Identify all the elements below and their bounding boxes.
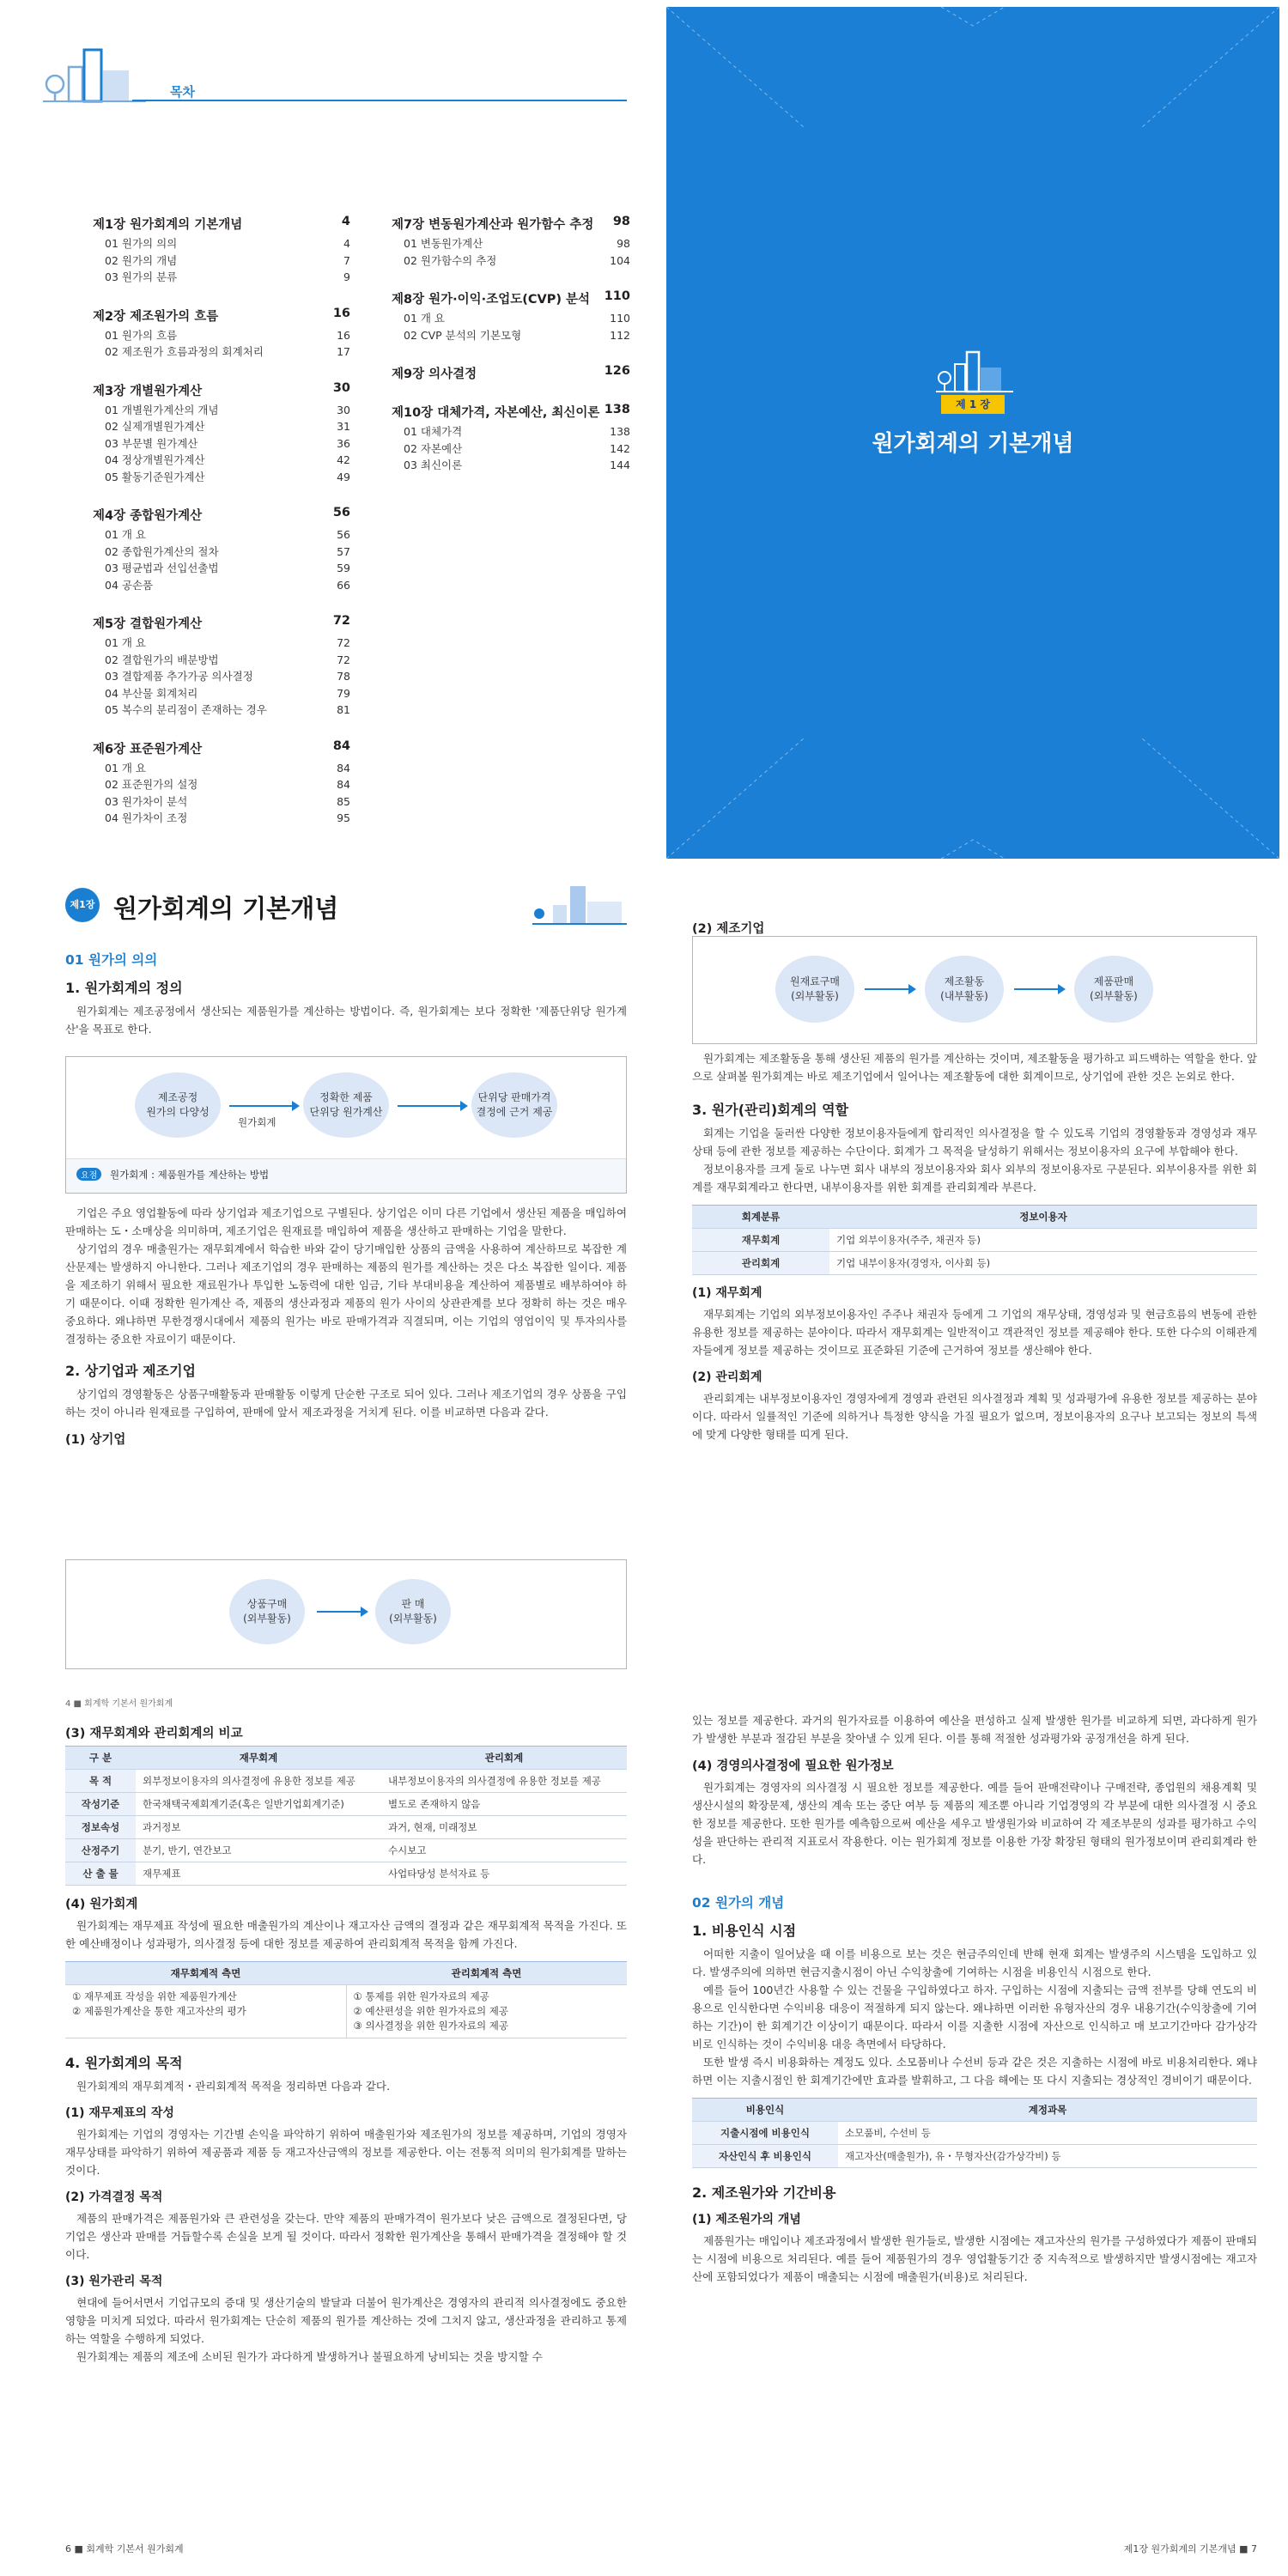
paragraph: 원가회계는 경영자의 의사결정 시 필요한 정보를 제공한다. 예를 들어 판매전략이나 구매전략, 종업원의 채용계획 및 생산시설의 확장문제, 생산의 계속 또는 중단 여부 등 제품의 제조뿐 아니라 기업경영의 각 부분에 대한 의사결정 시 중요한 정보를 제공한다. 또한 원가를 예측함으로써 예산을 세우고 발생원가와 비교하여 각 제조부문의 성과를 평가하고 수익성을 판단하는 관리적 지표로서 작용한다. 이는 원가회계 정보를 이용한 가장 확장된 형태의 원가정보이며 관리회계라 한다. [692, 1781, 1257, 1866]
toc-page-number: 30 [337, 403, 350, 416]
heading-managerial: (2) 관리회계 [692, 1370, 762, 1384]
toc-item-title: 02 실제개별원가계산 [105, 420, 205, 433]
table-header: 관리회계 [381, 1747, 627, 1770]
toc-page-number: 4 [341, 215, 350, 228]
toc-item[interactable] [93, 469, 350, 486]
toc-page-number: 7 [343, 253, 350, 267]
toc-page-number: 42 [337, 453, 350, 466]
table-cell: 산정주기 [65, 1839, 136, 1862]
paragraph: 재무회계는 기업의 외부정보이용자인 주주나 채권자 등에게 그 기업의 재무상태, 경영성과 및 현금흐름의 변동에 관한 유용한 정보를 제공하는 분야이다. 따라서 재무회계는 일반적이고 객관적인 정보를 제공해야 한다. 또한 다수의 이해관계자들에게 정보를 제공하는 것이므로 표준화된 기준에 근거하여 정보를 생산해야 한다. [692, 1308, 1257, 1357]
toc-chapter-title: 제8장 원가·이익·조업도(CVP) 분석 [392, 293, 591, 307]
page-5 [687, 867, 1257, 1692]
comparison-table [65, 1746, 627, 1886]
diagram-arrow [398, 1105, 466, 1107]
toc-chapter-title: 제3장 개별원가계산 [93, 384, 203, 398]
table-row [65, 1816, 627, 1839]
table-cell: 소모품비, 수선비 등 [838, 2122, 1257, 2145]
table-cell: 목 적 [65, 1770, 136, 1793]
toc-item-title: 01 변동원가계산 [404, 237, 483, 250]
toc-page-number: 31 [337, 420, 350, 433]
paragraph: 기업은 주요 영업활동에 따라 상기업과 제조기업으로 구별된다. 상기업은 이미 다른 기업에서 생산된 제품을 매입하여 판매하는 도・소매상을 의미하며, 제조기업은 원재료를 매입하여 제품을 생산하고 판매하는 기업을 말한다. [65, 1206, 627, 1237]
toc-chapter[interactable] [392, 215, 630, 233]
toc-item-title: 01 개 요 [105, 636, 147, 649]
toc-chapter-title: 제10장 대체가격, 자본예산, 최신이론 [392, 406, 600, 420]
running-header: 4 ■ 회계학 기본서 원가회계 [65, 1699, 173, 1709]
diagram-node [135, 1072, 221, 1138]
toc-chapter[interactable] [93, 307, 350, 325]
table-header: 비용인식 [692, 2099, 838, 2122]
toc-item[interactable] [93, 776, 350, 793]
diagram-node [375, 1579, 451, 1644]
table-cell [346, 1985, 627, 2038]
toc-page-number: 72 [332, 614, 350, 628]
paragraph: 원가회계는 제조활동을 통해 생산된 제품의 원가를 계산하는 것이며, 제조활동을 평가하고 피드백하는 역할을 한다. 앞으로 살펴볼 원가회계는 바로 제조기업에서 일어나는 제조활동에 대한 회계이므로, 상기업에 관한 것은 논외로 한다. [692, 1052, 1257, 1083]
heading-decision-info: (4) 경영의사결정에 필요한 원가정보 [692, 1759, 894, 1773]
paragraph: 정보이용자를 크게 둘로 나누면 회사 내부의 정보이용자와 회사 외부의 정보이용자로 구분된다. 외부이용자를 위한 회계를 재무회계라고 한다면, 내부이용자를 위한 회계를 관리회계라 부른다. [692, 1163, 1257, 1194]
toc-page-number: 85 [337, 794, 350, 808]
toc-page-number: 56 [337, 528, 350, 541]
toc-left-column [93, 215, 350, 827]
diagram-note [66, 1158, 626, 1193]
toc-item[interactable] [93, 635, 350, 652]
toc-page-number: 142 [610, 441, 630, 455]
paragraph: 상기업의 경영활동은 상품구매활동과 판매활동 이렇게 단순한 구조로 되어 있다. 그러나 제조기업의 경우 상품을 구입하는 것이 아니라 원재료를 구입하여, 판매에 앞서 제조과정을 거치게 된다. 이를 비교하면 다음과 같다. [65, 1388, 627, 1419]
diagram-node [303, 1072, 389, 1138]
page-4 [57, 867, 627, 1692]
toc-item-title: 03 원가의 분류 [105, 270, 178, 283]
toc-item-title: 02 제조원가 흐름과정의 회계처리 [105, 345, 264, 358]
table-header: 회계분류 [692, 1206, 829, 1229]
toc-right-column [392, 215, 630, 474]
table-cell: 정보속성 [65, 1816, 136, 1839]
toc-page-number: 112 [610, 328, 630, 342]
table-cell: 자산인식 후 비용인식 [692, 2145, 838, 2168]
toc-page-number: 57 [337, 544, 350, 558]
table-cell: 재무제표 [136, 1862, 381, 1886]
table-cell: 지출시점에 비용인식 [692, 2122, 838, 2145]
paragraph: 제품원가는 매입이나 제조과정에서 발생한 원가들로, 발생한 시점에는 재고자산의 원가를 구성하였다가 제품이 판매되는 시점에 비용으로 처리된다. 예를 들어 제품원가의 경우 영업활동기간 중 지속적으로 발생하지만 발생시점에는 재고자산에 포함되었다가 제품이 매출되는 시점에 매출원가(비용)로 처리된다. [692, 2234, 1257, 2283]
toc-page-number: 16 [332, 306, 350, 320]
toc-chapter-title: 제7장 변동원가계산과 원가함수 추정 [392, 218, 594, 232]
toc-page-number: 144 [610, 459, 630, 471]
toc-item[interactable] [93, 760, 350, 777]
table-header: 계정과목 [838, 2099, 1257, 2122]
toc-chapter[interactable] [392, 403, 630, 421]
heading-cost-accounting: (4) 원가회계 [65, 1898, 138, 1911]
diagram-node-label: 원재료구매 (외부활동) [790, 975, 840, 1002]
table-row [692, 2122, 1257, 2145]
table-cell: 한국채택국제회계기준(혹은 일반기업회계기준) [136, 1793, 381, 1816]
toc-page-number: 95 [337, 811, 350, 824]
paragraph: 어떠한 지출이 일어났을 때 이를 비용으로 보는 것은 현금주의인데 반해 현재 회계는 발생주의 시스템을 도입하고 있다. 발생주의에 의하면 현금지출시점이 아닌 수익창출에 기여하는 시점을 비용인식 시점으로 한다. [692, 1947, 1257, 1978]
toc-page-number: 4 [343, 237, 350, 250]
toc-item[interactable] [93, 343, 350, 361]
table-header: 재무회계적 측면 [65, 1962, 346, 1985]
toc-item[interactable] [93, 652, 350, 669]
toc-item-title: 05 활동기준원가계산 [105, 470, 205, 483]
heading-financial: (1) 재무회계 [692, 1286, 762, 1300]
toc-page-number: 81 [337, 703, 350, 716]
table-cell: 기업 내부이용자(경영자, 이사회 등) [829, 1252, 1257, 1275]
toc-item-title: 02 원가함수의 추정 [404, 253, 497, 267]
toc-item[interactable] [392, 457, 630, 474]
paragraph: 원가회계는 제품의 제조에 소비된 원가가 과다하게 발생하거나 불필요하게 낭비되는 것을 방지할 수 [76, 2350, 543, 2363]
heading-merchandiser-sub: (1) 상기업 [65, 1433, 126, 1447]
toc-chapter-title: 제1장 원가회계의 기본개념 [93, 218, 243, 232]
toc-page-number: 138 [610, 425, 630, 438]
diagram-node-label: 정확한 제품 단위당 원가계산 [309, 1091, 383, 1118]
toc-chapter[interactable] [392, 289, 630, 307]
aspect-item: ① 통제를 위한 원가자료의 제공 [353, 1990, 489, 2002]
toc-item-title: 01 개 요 [404, 312, 446, 325]
heading-statements: (1) 재무제표의 작성 [65, 2106, 174, 2120]
table-cell: 분기, 반기, 연간보고 [136, 1839, 381, 1862]
table-cell: 수시보고 [381, 1839, 627, 1862]
paragraph: 원가회계는 제조공정에서 생산되는 제품원가를 계산하는 방법이다. 즉, 원가회계는 보다 정확한 '제품단위당 원가계산'을 목표로 한다. [65, 1005, 627, 1036]
paragraph: 현대에 들어서면서 기업규모의 증대 및 생산기술의 발달과 더불어 원가계산은 경영자의 관리적 의사결정에도 중요한 영향을 미치게 되었다. 따라서 원가회계는 단순히 제품의 원가를 계산하는 것에 그치지 않고, 생산과정을 관리하고 통제하는 역할을 수행하게 되었다. [65, 2296, 627, 2345]
diagram-arrow [317, 1611, 367, 1613]
toc-item[interactable] [392, 252, 630, 270]
toc-chapter-title: 제9장 의사결정 [392, 368, 477, 381]
section-02-title: 02 원가의 개념 [692, 1895, 785, 1911]
merchandiser-diagram [65, 1559, 627, 1669]
cover-building-icon [936, 349, 1013, 393]
paragraph: 예를 들어 100년간 사용할 수 있는 건물을 구입하였다고 하자. 구입하는 시점에 지출되는 금액 전부를 당해 연도의 비용으로 인식한다면 수익비용 대응이 적절하게 되지 않는다. 왜냐하면 이러한 유형자산의 경우 내용기간(수익창출에 기여하는 기간)이 한 회계기간 이상이기 때문이다. 따라서 이를 지출한 시점에 자산으로 인식하고 매 보고기간마다 감가상각비로 인식하는 것이 수익비용 대응 측면에서 타당하다. [692, 1984, 1257, 2050]
page-6 [57, 1696, 627, 2567]
diagram-node [925, 956, 1004, 1023]
diagram-node-label: 제품판매 (외부활동) [1090, 975, 1138, 1002]
toc-chapter[interactable] [93, 614, 350, 632]
table-header: 정보이용자 [829, 1206, 1257, 1229]
cover-title: 원가회계의 기본개념 [872, 431, 1074, 457]
toc-item[interactable] [93, 269, 350, 286]
toc-item-title: 02 CVP 분석의 기본모형 [404, 328, 522, 342]
heading-role: 3. 원가(관리)회계의 역할 [692, 1102, 849, 1118]
heading-definition: 1. 원가회계의 정의 [65, 980, 183, 996]
toc-item[interactable] [93, 252, 350, 270]
toc-page-number: 84 [332, 738, 350, 753]
toc-chapter[interactable] [93, 739, 350, 757]
aspect-item: ② 예산편성을 위한 원가자료의 제공 [353, 2005, 508, 2017]
toc-page-number: 110 [610, 312, 630, 325]
toc-page-number: 56 [332, 506, 350, 519]
accounting-users-table [692, 1205, 1257, 1275]
toc-item[interactable] [392, 423, 630, 440]
toc-item-title: 03 원가차이 분석 [105, 794, 188, 808]
cost-accounting-diagram [65, 1056, 627, 1194]
diagram-node [471, 1072, 557, 1138]
table-row [65, 1770, 627, 1793]
toc-item-title: 05 복수의 분리점이 존재하는 경우 [105, 703, 267, 716]
toc-chapter-title: 제2장 제조원가의 흐름 [93, 309, 219, 324]
heading-manufacturer: (2) 제조기업 [692, 922, 765, 936]
paragraph: 원가회계는 재무제표 작성에 필요한 매출원가의 계산이나 재고자산 금액의 결정과 같은 재무회계적 목적을 가진다. 또한 예산배정이나 성과평가, 의사결정 등에 대한 정보를 제공하여 관리회계적 목적을 함께 가진다. [65, 1919, 627, 1950]
heading-comparison: (3) 재무회계와 관리회계의 비교 [65, 1727, 243, 1741]
table-row [692, 1229, 1257, 1252]
aspects-table [65, 1961, 627, 2038]
heading-purpose: 4. 원가회계의 목적 [65, 2055, 183, 2071]
table-cell: 과거, 현재, 미래정보 [381, 1816, 627, 1839]
table-row [65, 1985, 627, 2038]
toc-item[interactable] [93, 435, 350, 453]
toc-page-number: 9 [343, 270, 350, 283]
table-header: 관리회계적 측면 [346, 1962, 627, 1985]
toc-page-number: 16 [337, 328, 350, 342]
toc-item-title: 04 원가차이 조정 [105, 811, 188, 824]
toc-rule [132, 100, 627, 101]
toc-page-number: 36 [337, 436, 350, 450]
diagram-node-label: 상품구매 (외부활동) [243, 1598, 291, 1625]
diagram-node-label: 제조공정 원가의 다양성 [146, 1091, 210, 1118]
chapter-header [65, 878, 627, 926]
toc-item[interactable] [93, 235, 350, 252]
paragraph: 상기업의 경우 매출원가는 재무회계에서 학습한 바와 같이 당기매입한 상품의 금액을 사용하여 계산하므로 복잡한 계산문제는 발생하지 아니한다. 그러나 제조기업의 경우 판매하는 제품의 원가를 계산하는 것은 다소 복잡한 일이다. 제품을 제조하기 위해서 필요한 재료원가나 투입한 노동력에 대한 임금, 기타 부대비용을 계산하여 제품별로 배부하여야 하기 때문이다. 이때 정확한 원가계산 즉, 제품의 생산과정과 제품의 원가 사이의 상관관계를 보다 정확히 하는 것은 매우 중요하다. 왜냐하면 무한경쟁시대에서 제품의 원가는 바로 판매가격과 직결되며, 이는 기업의 영업이익 및 투자의사를 결정하는 중요한 자료이기 때문이다. [65, 1242, 627, 1346]
toc-item[interactable] [93, 452, 350, 469]
toc-chapter[interactable] [93, 506, 350, 524]
toc-item[interactable] [93, 793, 350, 811]
manufacturer-diagram [692, 936, 1257, 1044]
diagram-node-label: 제조활동 (내부활동) [940, 975, 988, 1002]
toc-page-number: 72 [337, 636, 350, 649]
diagram-node [775, 956, 854, 1023]
table-row [65, 1839, 627, 1862]
expense-recognition-table [692, 2098, 1257, 2168]
toc-page-number: 84 [337, 761, 350, 775]
note-text: 원가회계 : 제품원가를 계산하는 방법 [109, 1169, 270, 1181]
toc-item[interactable] [93, 702, 350, 719]
page-7 [687, 1696, 1257, 2567]
paragraph: 있는 정보를 제공한다. 과거의 원가자료를 이용하여 예산을 편성하고 실제 발생한 원가를 비교하게 되면, 과다하게 원가가 발생한 부분과 절감된 부분을 찾아낼 수 있게 된다. 이를 통해 적절한 성과평가와 공정개선을 하게 된다. [692, 1714, 1257, 1745]
diagram-arrow [229, 1105, 298, 1107]
toc-item-title: 01 원가의 흐름 [105, 328, 178, 342]
toc-page-number: 72 [337, 653, 350, 666]
toc-chapter[interactable] [93, 215, 350, 233]
toc-page-number: 110 [604, 289, 630, 303]
toc-chapter-title: 제4장 종합원가계산 [93, 509, 203, 523]
toc-item-title: 01 개 요 [105, 528, 147, 541]
toc-page-number: 78 [337, 670, 350, 683]
chapter-badge: 제1장 [65, 888, 100, 922]
page-footer: 제1장 원가회계의 기본개념 ■ 7 [1123, 2543, 1257, 2555]
toc-item-title: 01 개 요 [105, 761, 147, 775]
paragraph: 원가회계는 기업의 경영자는 기간별 손익을 파악하기 위하여 매출원가와 제조원가의 정보를 제공하며, 기업의 경영자 재무상태를 파악하기 위하여 제공품과 제품 등 재고자산금액의 정보를 제공한다. 이는 전통적 의미의 원가회계를 말하는 것이다. [65, 2128, 627, 2177]
aspect-item: ② 제품원가계산을 통한 재고자산의 평가 [72, 2005, 246, 2017]
toc-chapter[interactable] [392, 364, 630, 382]
toc-page-number: 49 [337, 470, 350, 483]
toc-item[interactable] [392, 327, 630, 344]
toc-chapter[interactable] [93, 381, 350, 399]
toc-page-number: 98 [612, 215, 630, 228]
toc-item-title: 01 원가의 의의 [105, 237, 178, 250]
aspect-item: ③ 의사결정을 위한 원가자료의 제공 [353, 2020, 508, 2032]
table-cell: 외부정보이용자의 의사결정에 유용한 정보를 제공 [136, 1770, 381, 1793]
table-cell: 산 출 물 [65, 1862, 136, 1886]
table-row [692, 1252, 1257, 1275]
chapter-cover [666, 7, 1279, 859]
table-header: 구 분 [65, 1747, 136, 1770]
paragraph: 관리회계는 내부정보이용자인 경영자에게 경영과 관련된 의사결정과 계획 및 성과평가에 유용한 정보를 제공하는 분야이다. 따라서 일률적인 기준에 의하거나 특정한 양식을 가질 필요가 없으며, 정보이용자의 요구나 보고되는 정보의 특색에 맞게 다양한 형태를 띠게 된다. [692, 1392, 1257, 1441]
toc-page-number: 30 [332, 380, 350, 395]
toc-page-number: 84 [337, 778, 350, 791]
table-row [692, 2145, 1257, 2168]
building-logo-icon [43, 45, 146, 105]
toc-item[interactable] [392, 310, 630, 327]
toc-item[interactable] [93, 327, 350, 344]
toc-item[interactable] [93, 526, 350, 544]
diagram-node [1074, 956, 1153, 1023]
table-cell: 사업타당성 분석자료 등 [381, 1862, 627, 1886]
header-building-icon [532, 881, 627, 926]
page-footer: 6 ■ 회계학 기본서 원가회계 [65, 2543, 184, 2555]
paragraph: 또한 발생 즉시 비용화하는 계정도 있다. 소모품비나 수선비 등과 같은 것은 지출하는 시점에 바로 비용처리한다. 왜냐하면 이는 지출시점인 한 회계기간에만 효과를 발휘하고, 그 다음 해에는 또 다시 지출되는 경상적인 경비이기 때문이다. [692, 2056, 1257, 2087]
table-cell [65, 1985, 346, 2038]
toc-page-number: 104 [610, 253, 630, 267]
toc-item-title: 02 자본예산 [404, 441, 463, 455]
toc-item-title: 01 대체가격 [404, 425, 463, 438]
paragraph: 회계는 기업을 둘러싼 다양한 정보이용자들에게 합리적인 의사결정을 할 수 있도록 기업의 경영활동과 경영성과 재무상태 등에 관한 정보를 제공하는 수단이다. 회계가 그 목적을 달성하기 위해서는 정보이용자의 요구에 부합해야 한다. [692, 1127, 1257, 1157]
diagram-arrow [1014, 988, 1064, 990]
table-cell: 기업 외부이용자(주주, 채권자 등) [829, 1229, 1257, 1252]
toc-page-number: 17 [337, 345, 350, 358]
toc-item-title: 01 개별원가계산의 개념 [105, 403, 219, 416]
diagram-node [229, 1579, 305, 1644]
toc-title: 목차 [170, 84, 195, 100]
section-01-title: 01 원가의 의의 [65, 952, 158, 968]
toc-item-title: 02 결합원가의 배분방법 [105, 653, 219, 666]
table-cell: 별도로 존재하지 않음 [381, 1793, 627, 1816]
table-cell: 재무회계 [692, 1229, 829, 1252]
toc-header [43, 41, 627, 110]
paragraph: 원가회계의 재무회계적・관리회계적 목적을 정리하면 다음과 같다. [76, 2080, 391, 2093]
toc-item-title: 04 공손품 [105, 578, 154, 592]
toc-page-number: 66 [337, 578, 350, 592]
table-row [65, 1793, 627, 1816]
toc-item-title: 03 최신이론 [404, 459, 463, 471]
heading-recognition: 1. 비용인식 시점 [692, 1923, 797, 1939]
table-cell: 관리회계 [692, 1252, 829, 1275]
toc-item-title: 03 평균법과 선입선출법 [105, 562, 219, 574]
toc-page-number: 79 [337, 686, 350, 700]
toc-item[interactable] [93, 577, 350, 594]
toc-item-title: 03 부문별 원가계산 [105, 436, 198, 450]
toc-item[interactable] [392, 440, 630, 458]
diagram-arrow-label: 원가회계 [238, 1116, 276, 1128]
toc-item[interactable] [93, 560, 350, 577]
toc-item[interactable] [93, 668, 350, 685]
toc-item[interactable] [93, 544, 350, 561]
toc-page-number: 138 [604, 403, 630, 416]
table-row [65, 1862, 627, 1886]
heading-pricing: (2) 가격결정 목적 [65, 2190, 163, 2204]
toc-item-title: 03 결합제품 추가가공 의사결정 [105, 670, 253, 683]
note-badge: 요점 [76, 1168, 101, 1181]
chapter-title: 원가회계의 기본개념 [113, 894, 339, 923]
toc-item-title: 02 표준원가의 설정 [105, 778, 198, 791]
table-cell: 재고자산(매출원가), 유・무형자산(감가상각비) 등 [838, 2145, 1257, 2168]
heading-manufacturing-cost-concept: (1) 제조원가의 개념 [692, 2213, 801, 2227]
toc-item-title: 02 종합원가계산의 절차 [105, 544, 219, 558]
aspect-item: ① 재무제표 작성을 위한 제품원가계산 [72, 1990, 237, 2002]
table-cell: 과거정보 [136, 1816, 381, 1839]
toc-page-number: 126 [604, 364, 630, 378]
cover-chapter-badge: 제 1 장 [941, 395, 1005, 414]
table-cell: 작성기준 [65, 1793, 136, 1816]
toc-item[interactable] [93, 402, 350, 419]
toc-chapter-title: 제6장 표준원가계산 [93, 742, 203, 756]
paragraph: 제품의 판매가격은 제품원가와 큰 관련성을 갖는다. 만약 제품의 판매가격이 원가보다 낮은 금액으로 결정된다면, 당 기업은 생산과 판매를 거듭할수록 손실을 보게 될 것이다. 따라서 정확한 원가계산을 통해서 판매가격을 결정해야 할 것이다. [65, 2212, 627, 2261]
toc-item[interactable] [93, 418, 350, 435]
diagram-node-label: 판 매 (외부활동) [389, 1598, 437, 1625]
toc-item-title: 02 원가의 개념 [105, 253, 178, 267]
heading-manufacturing-cost: 2. 제조원가와 기간비용 [692, 2184, 836, 2201]
diagram-arrow [865, 988, 914, 990]
toc-chapter-title: 제5장 결합원가계산 [93, 617, 203, 631]
toc-item-title: 04 정상개별원가계산 [105, 453, 205, 466]
toc-page-number: 98 [617, 237, 630, 250]
diagram-node-label: 단위당 판매가격 결정에 근거 제공 [476, 1091, 553, 1118]
heading-cost-management: (3) 원가관리 목적 [65, 2275, 163, 2288]
toc-item-title: 04 부산물 회계처리 [105, 686, 198, 700]
table-cell: 내부정보이용자의 의사결정에 유용한 정보를 제공 [381, 1770, 627, 1793]
toc-item[interactable] [93, 685, 350, 702]
heading-merchandiser: 2. 상기업과 제조기업 [65, 1363, 196, 1379]
table-header: 재무회계 [136, 1747, 381, 1770]
toc-item[interactable] [93, 810, 350, 827]
toc-item[interactable] [392, 235, 630, 252]
toc-page-number: 59 [337, 562, 350, 574]
